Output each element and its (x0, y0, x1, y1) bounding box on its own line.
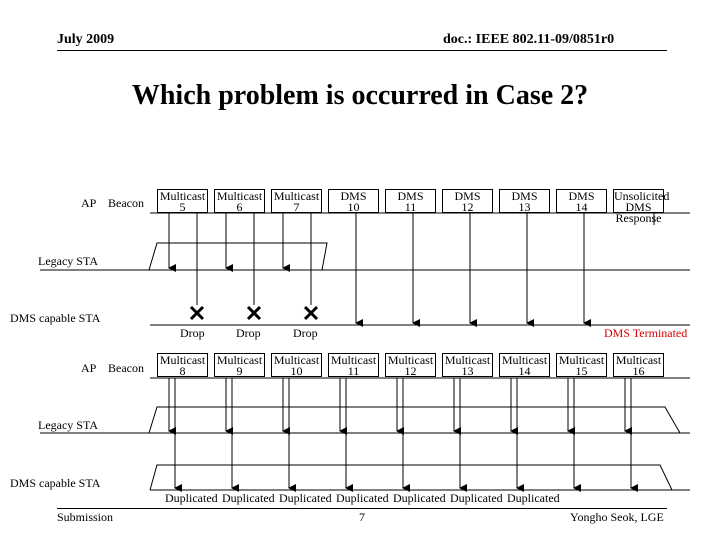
bottom-frame-1-line-1: Multicast (159, 353, 206, 367)
footer-page-number: 7 (359, 510, 365, 524)
dms-terminated-label: DMS Terminated (604, 326, 688, 340)
bottom-frame-6-line-1: Multicast (444, 353, 491, 367)
drop-label-1: Drop (180, 326, 205, 340)
slide-title: Which problem is occurred in Case 2? (131, 80, 589, 111)
top-frame-3 (271, 189, 322, 213)
bottom-frame-5-line-2: 12 (404, 364, 417, 378)
bottom-frame-7 (499, 353, 550, 377)
duplicated-label-2: Duplicated (222, 491, 275, 505)
bottom-frame-6 (442, 353, 493, 377)
bottom-frame-5 (385, 353, 436, 377)
top-frame-4 (328, 189, 379, 213)
ap-label-bottom: AP (81, 361, 97, 375)
bottom-frame-1 (157, 353, 208, 377)
top-frame-2-line-1: Multicast (216, 189, 263, 203)
drop-label-3: Drop (293, 326, 318, 340)
top-frame-1 (157, 189, 208, 213)
dms-sta-label-bottom: DMS capable STA (10, 476, 101, 490)
bottom-frame-9-line-2: 16 (632, 364, 645, 378)
top-frame-3-line-1: Multicast (273, 189, 320, 203)
top-frame-6-line-2: 12 (461, 200, 474, 214)
top-frame-5-line-1: DMS (397, 189, 424, 203)
beacon-label-top: Beacon (108, 196, 144, 210)
drop-cross-1 (191, 307, 203, 319)
top-frame-9 (613, 189, 670, 225)
drop-label-2: Drop (236, 326, 261, 340)
duplicated-label-5: Duplicated (393, 491, 446, 505)
bottom-frame-2-line-1: Multicast (216, 353, 263, 367)
bottom-frame-2 (214, 353, 265, 377)
top-frame-7-line-2: 13 (518, 200, 531, 214)
dms-sta-label-top: DMS capable STA (10, 311, 101, 325)
header-date: July 2009 (57, 32, 115, 47)
bottom-frame-3-line-1: Multicast (273, 353, 320, 367)
bottom-frame-6-line-2: 13 (461, 364, 474, 378)
bottom-frame-3 (271, 353, 322, 377)
duplicated-label-1: Duplicated (165, 491, 218, 505)
duplicated-label-4: Duplicated (336, 491, 389, 505)
bottom-frame-5-line-1: Multicast (387, 353, 434, 367)
bottom-frame-9 (613, 353, 664, 377)
legacy-sta-label-top: Legacy STA (38, 254, 99, 268)
duplicated-label-3: Duplicated (279, 491, 332, 505)
top-frame-2 (214, 189, 265, 213)
bottom-frame-8 (556, 353, 607, 377)
drop-cross-2 (248, 307, 260, 319)
top-frame-3-line-2: 7 (293, 200, 300, 214)
header-doc-id: doc.: IEEE 802.11-09/0851r0 (443, 32, 615, 47)
bottom-frame-8-line-2: 15 (575, 364, 588, 378)
top-frame-4-line-1: DMS (340, 189, 367, 203)
top-frame-2-line-2: 6 (236, 200, 243, 214)
top-frame-9-line-1: Unsolicited (614, 189, 670, 203)
bottom-frame-7-line-2: 14 (518, 364, 531, 378)
top-frame-5 (385, 189, 436, 213)
beacon-label-bottom: Beacon (108, 361, 144, 375)
footer-rule (57, 508, 667, 509)
bottom-frame-4-line-1: Multicast (330, 353, 377, 367)
duplicated-label-6: Duplicated (450, 491, 503, 505)
ap-label-top: AP (81, 196, 97, 210)
legacy-sta-label-bottom: Legacy STA (38, 418, 99, 432)
top-frame-1-line-2: 5 (179, 200, 186, 214)
top-frame-7-line-1: DMS (511, 189, 538, 203)
top-frame-7 (499, 189, 550, 213)
bottom-frame-4 (328, 353, 379, 377)
footer-author: Yongho Seok, LGE (570, 510, 664, 524)
top-frame-8-line-1: DMS (568, 189, 595, 203)
bottom-frame-8-line-1: Multicast (558, 353, 605, 367)
duplicated-label-7: Duplicated (507, 491, 560, 505)
top-frame-9-line-2: DMS Response (615, 200, 662, 225)
bottom-frame-7-line-1: Multicast (501, 353, 548, 367)
bottom-frame-2-line-2: 9 (236, 364, 243, 378)
top-frame-5-line-2: 11 (404, 200, 417, 214)
bottom-frame-9-line-1: Multicast (615, 353, 662, 367)
drop-cross-3 (305, 307, 317, 319)
top-frame-8-line-2: 14 (575, 200, 588, 214)
bottom-frame-3-line-2: 10 (290, 364, 303, 378)
top-frame-4-line-2: 10 (347, 200, 360, 214)
bottom-dms-lane (150, 465, 672, 490)
top-frame-1-line-1: Multicast (159, 189, 206, 203)
footer-submission: Submission (57, 510, 114, 524)
top-frame-8 (556, 189, 607, 213)
top-frame-6 (442, 189, 493, 213)
top-legacy-lane (149, 243, 327, 270)
bottom-frame-4-line-2: 11 (347, 364, 360, 378)
top-frame-6-line-1: DMS (454, 189, 481, 203)
bottom-legacy-lane (149, 407, 680, 433)
bottom-frame-1-line-2: 8 (179, 364, 186, 378)
